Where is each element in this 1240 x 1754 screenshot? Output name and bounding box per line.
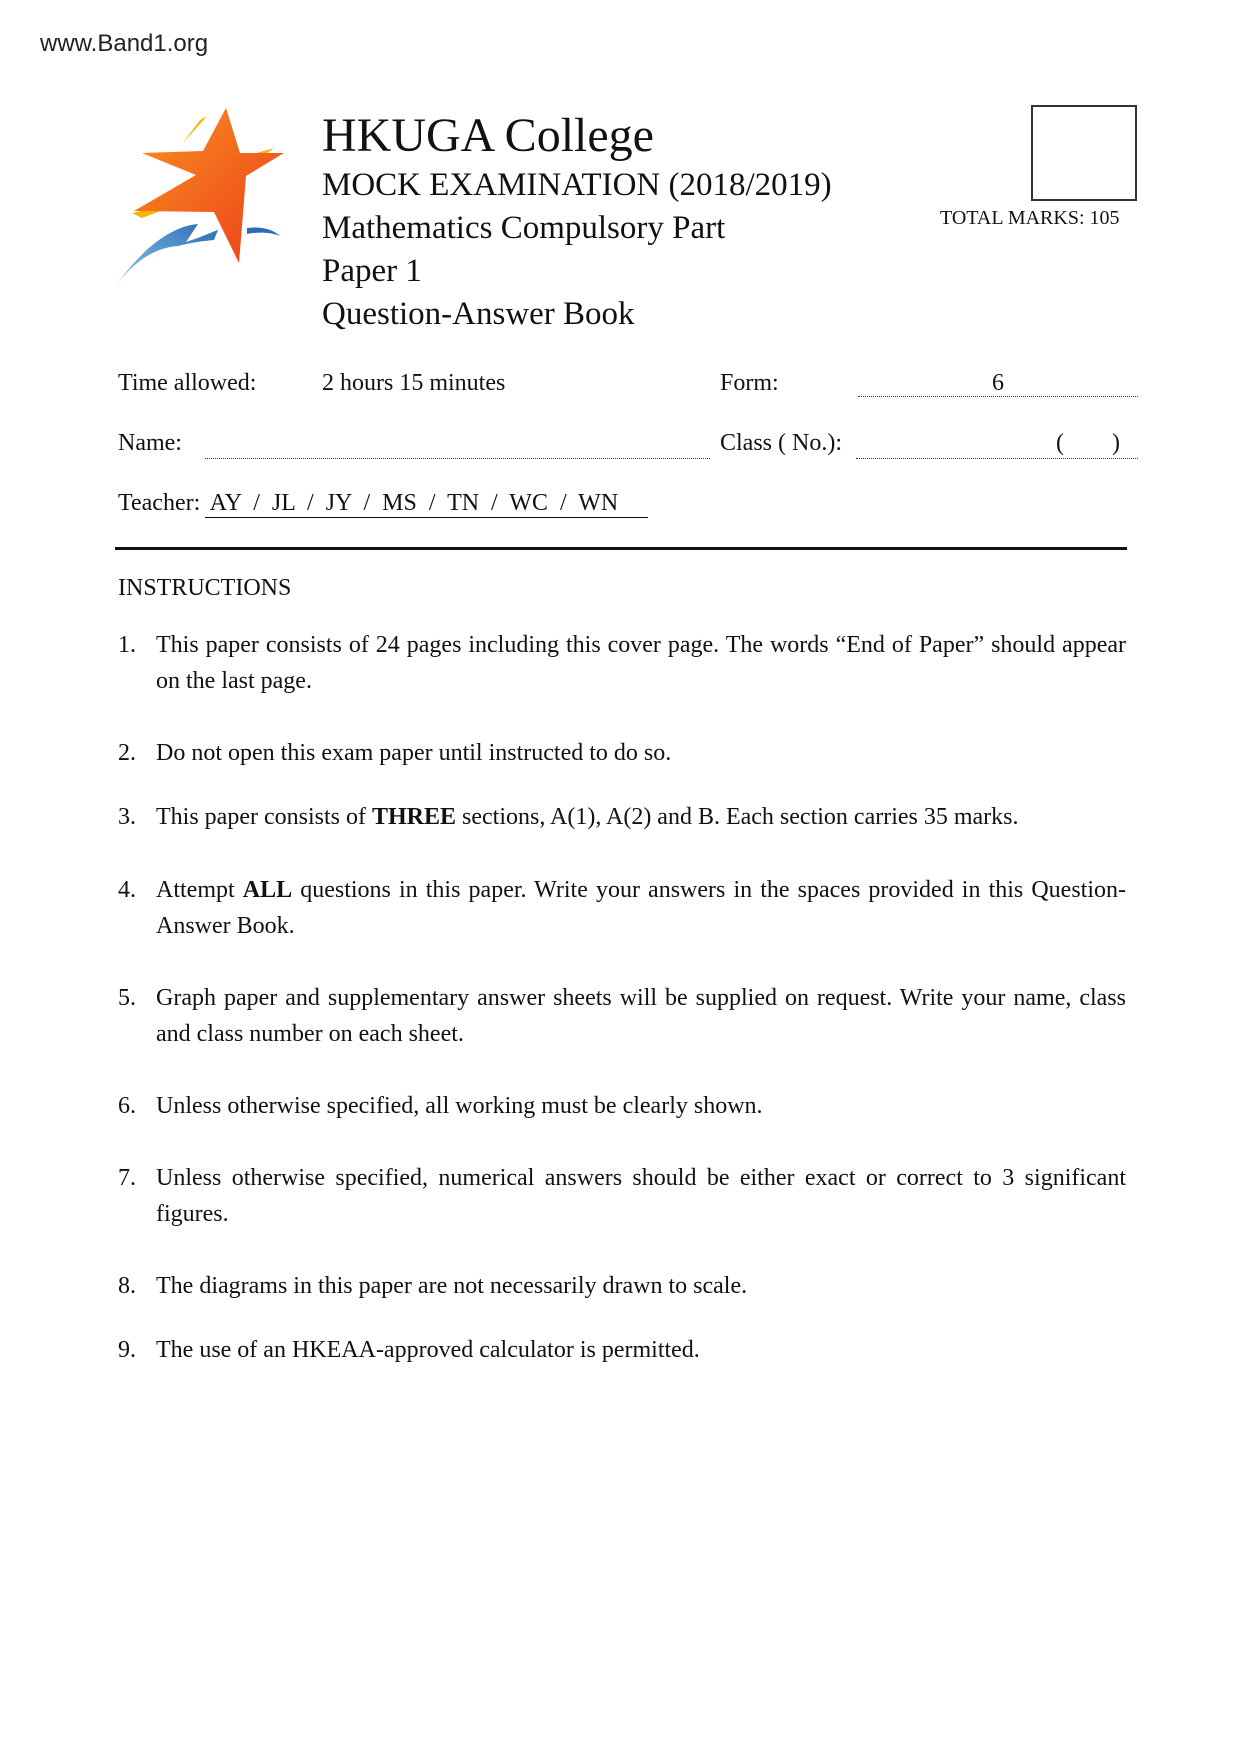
section-divider <box>115 547 1127 550</box>
instruction-item <box>118 799 1126 835</box>
instruction-item <box>118 627 1126 699</box>
instruction-text: Unless otherwise specified, all working must be clearly shown. <box>156 1093 763 1119</box>
instruction-text-part: This paper consists of <box>156 804 372 830</box>
instruction-item <box>118 735 1126 771</box>
instruction-text <box>156 799 1126 835</box>
total-marks: TOTAL MARKS: 105 <box>940 207 1120 229</box>
instruction-number: 8. <box>118 1273 136 1299</box>
instruction-item <box>118 1332 1126 1368</box>
instruction-text: This paper consists of 24 pages including this cover page. The words “End of Paper” should appear on the last page. <box>156 632 1126 694</box>
teacher-label: Teacher: <box>118 490 201 516</box>
form-value: 6 <box>992 370 1004 396</box>
class-label: Class ( No.): <box>720 430 842 456</box>
instruction-number: 6. <box>118 1093 136 1119</box>
name-label: Name: <box>118 430 182 456</box>
teacher-options[interactable]: AY / JL / JY / MS / TN / WC / WN <box>205 490 648 518</box>
instruction-text: The diagrams in this paper are not necessarily drawn to scale. <box>156 1273 748 1299</box>
instruction-number: 5. <box>118 985 136 1011</box>
instruction-number: 1. <box>118 632 136 658</box>
instruction-number: 3. <box>118 804 136 830</box>
class-number-brackets: ( ) <box>1056 430 1120 456</box>
instruction-text: Do not open this exam paper until instructed to do so. <box>156 740 672 766</box>
title-block <box>322 108 832 336</box>
time-allowed-label: Time allowed: <box>118 370 257 396</box>
form-label: Form: <box>720 370 779 396</box>
instruction-text: Unless otherwise specified, numerical answers should be either exact or correct to 3 significant figures. <box>156 1165 1126 1227</box>
book-title: Question-Answer Book <box>322 296 635 332</box>
instruction-text-part: questions in this paper. Write your answers in the spaces provided in this Question-Answer Book. <box>156 877 1126 939</box>
instruction-text <box>156 872 1126 944</box>
instruction-emphasis: THREE <box>371 804 456 830</box>
instruction-number: 4. <box>118 877 136 903</box>
instruction-item <box>118 1160 1126 1232</box>
instruction-item <box>118 1088 1126 1124</box>
website-watermark: www.Band1.org <box>40 30 209 57</box>
paper-number: Paper 1 <box>322 253 422 289</box>
form-field[interactable] <box>858 370 1138 397</box>
instruction-emphasis: ALL <box>242 877 293 903</box>
class-dotted-line <box>856 458 1138 459</box>
name-dotted-line <box>205 458 710 459</box>
class-field[interactable] <box>856 430 1138 458</box>
instruction-item <box>118 1268 1126 1304</box>
star-logo-icon <box>112 108 292 313</box>
instruction-item <box>118 980 1126 1052</box>
instruction-text-part: sections, A(1), A(2) and B. Each section carries 35 marks. <box>456 804 1019 830</box>
score-box[interactable] <box>1031 105 1137 201</box>
time-allowed-value: 2 hours 15 minutes <box>322 370 506 396</box>
instruction-number: 9. <box>118 1337 136 1363</box>
instruction-text: The use of an HKEAA-approved calculator is permitted. <box>156 1337 700 1363</box>
instruction-number: 2. <box>118 740 136 766</box>
instruction-text: Graph paper and supplementary answer sheets will be supplied on request. Write your name, class and class number on each sheet. <box>156 985 1126 1047</box>
instruction-text-part: Attempt <box>156 877 243 903</box>
school-name: HKUGA College <box>322 109 654 162</box>
instruction-number: 7. <box>118 1165 136 1191</box>
exam-title: MOCK EXAMINATION (2018/2019) <box>322 167 832 203</box>
instruction-item <box>118 872 1126 944</box>
subject-title: Mathematics Compulsory Part <box>322 210 726 246</box>
name-field[interactable] <box>205 430 710 458</box>
instructions-heading: INSTRUCTIONS <box>118 575 292 601</box>
